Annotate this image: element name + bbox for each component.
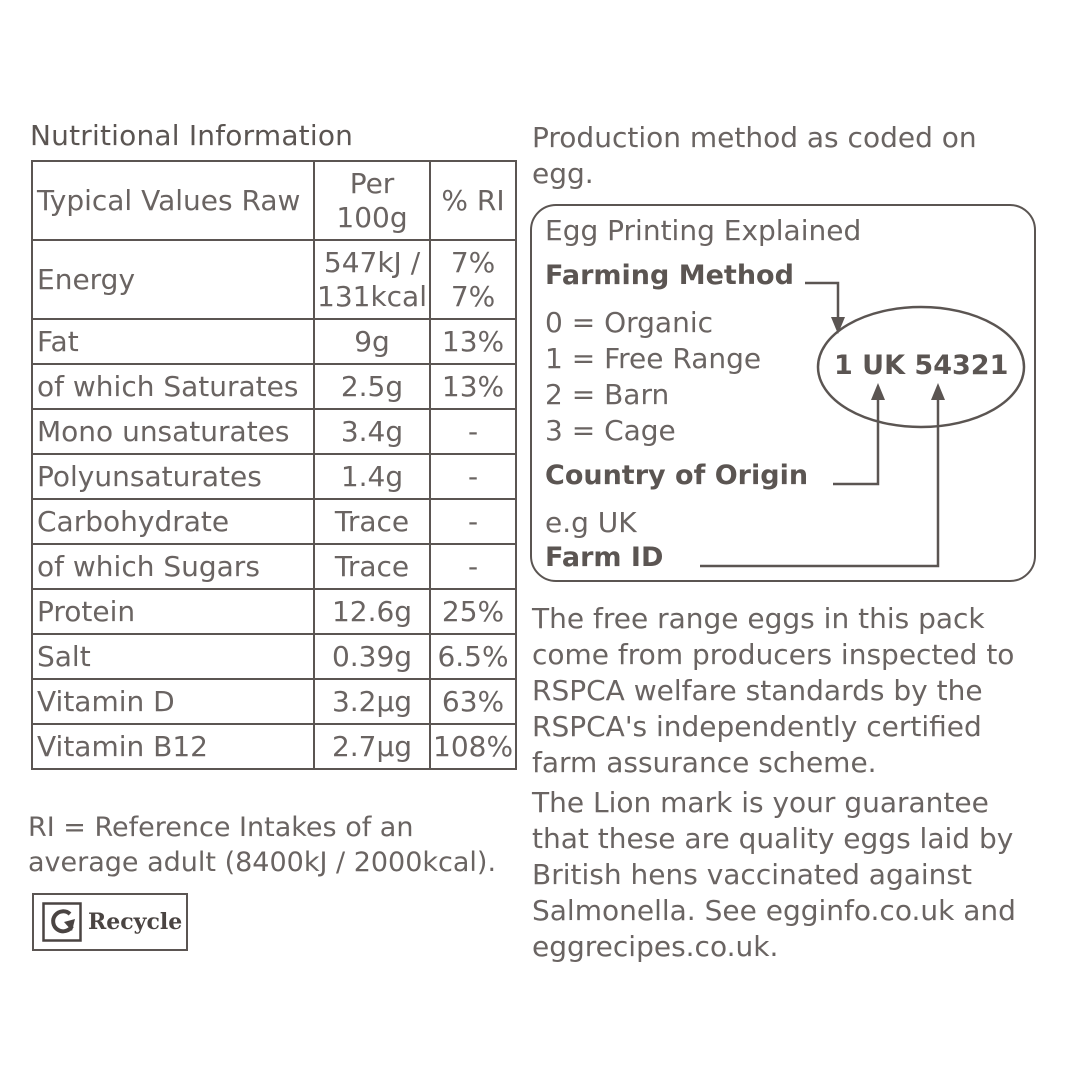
row-ri <box>430 240 516 319</box>
energy-kcal: 131kcal <box>317 279 427 313</box>
method-free-range: 1 = Free Range <box>545 342 762 375</box>
farm-id-heading: Farm ID <box>545 542 664 573</box>
row-label: Protein <box>32 589 314 634</box>
country-arrowhead <box>871 383 885 400</box>
recycle-icon <box>42 902 82 942</box>
method-organic: 0 = Organic <box>545 306 713 339</box>
row-ri: 108% <box>430 724 516 769</box>
header-typical-values: Typical Values Raw <box>32 161 314 240</box>
table-row <box>32 724 516 769</box>
row-label: Carbohydrate <box>32 499 314 544</box>
energy-ri-kj: 7% <box>450 245 496 279</box>
table-row <box>32 319 516 364</box>
ri-note-line1: RI = Reference Intakes of an <box>28 812 414 843</box>
table-row <box>32 240 516 319</box>
country-of-origin-heading: Country of Origin <box>545 460 809 491</box>
row-value: 2.5g <box>314 364 430 409</box>
row-value: Trace <box>314 499 430 544</box>
row-ri: - <box>430 409 516 454</box>
country-example: e.g UK <box>545 506 637 539</box>
row-value: 12.6g <box>314 589 430 634</box>
row-label: Salt <box>32 634 314 679</box>
row-ri: - <box>430 454 516 499</box>
farm-id-arrow <box>700 394 938 566</box>
energy-ri-kcal: 7% <box>450 279 496 313</box>
row-label: of which Saturates <box>32 364 314 409</box>
table-row <box>32 409 516 454</box>
table-row <box>32 679 516 724</box>
recycle-badge <box>32 893 188 951</box>
ri-note <box>28 810 518 880</box>
egg-code: 1 UK 54321 <box>834 350 1009 381</box>
row-value: 3.2µg <box>314 679 430 724</box>
nutrition-title: Nutritional Information <box>30 119 354 152</box>
row-ri: 25% <box>430 589 516 634</box>
row-value <box>314 240 430 319</box>
egg-diagram <box>530 204 1036 582</box>
row-ri: 13% <box>430 364 516 409</box>
header-ri: % RI <box>430 161 516 240</box>
farm-id-arrowhead <box>931 383 945 400</box>
row-ri: 63% <box>430 679 516 724</box>
method-cage: 3 = Cage <box>545 414 676 447</box>
row-label: Fat <box>32 319 314 364</box>
row-label: Polyunsaturates <box>32 454 314 499</box>
row-value: 0.39g <box>314 634 430 679</box>
egg-printing-box <box>530 204 1036 582</box>
farming-method-arrow <box>805 283 838 322</box>
table-header-row <box>32 161 516 240</box>
row-ri: 13% <box>430 319 516 364</box>
row-value: Trace <box>314 544 430 589</box>
row-value: 9g <box>314 319 430 364</box>
table-row <box>32 544 516 589</box>
row-label: of which Sugars <box>32 544 314 589</box>
header-per: Per <box>349 166 395 200</box>
farming-method-heading: Farming Method <box>545 260 794 291</box>
row-ri: - <box>430 499 516 544</box>
lion-mark-paragraph: The Lion mark is your guarantee that these are quality eggs laid by British hens vaccinated against Salmonella. See egginfo.co.uk and eggrecipes.co.uk. <box>532 786 1016 963</box>
table-row <box>32 454 516 499</box>
table-row <box>32 634 516 679</box>
header-100g: 100g <box>336 200 408 234</box>
row-label: Mono unsaturates <box>32 409 314 454</box>
table-row <box>32 364 516 409</box>
table-row <box>32 589 516 634</box>
row-ri: 6.5% <box>430 634 516 679</box>
row-ri: - <box>430 544 516 589</box>
row-value: 2.7µg <box>314 724 430 769</box>
ri-note-line2: average adult (8400kJ / 2000kcal). <box>28 847 497 878</box>
production-method-text: Production method as coded on egg. <box>532 121 977 190</box>
country-arrow <box>833 394 878 484</box>
egg-printing-title: Egg Printing Explained <box>545 214 862 247</box>
nutrition-table <box>31 160 517 770</box>
rspca-paragraph: The free range eggs in this pack come from producers inspected to RSPCA welfare standards by the RSPCA's independently certified farm assurance scheme. <box>532 602 1015 779</box>
row-label: Vitamin B12 <box>32 724 314 769</box>
row-label: Vitamin D <box>32 679 314 724</box>
farming-method-arrowhead <box>831 317 845 334</box>
row-value: 1.4g <box>314 454 430 499</box>
recycle-label: Recycle <box>88 909 183 935</box>
energy-kj: 547kJ / <box>323 245 421 279</box>
table-row <box>32 499 516 544</box>
method-barn: 2 = Barn <box>545 378 670 411</box>
header-per-100g <box>314 161 430 240</box>
row-label: Energy <box>32 240 314 319</box>
row-value: 3.4g <box>314 409 430 454</box>
